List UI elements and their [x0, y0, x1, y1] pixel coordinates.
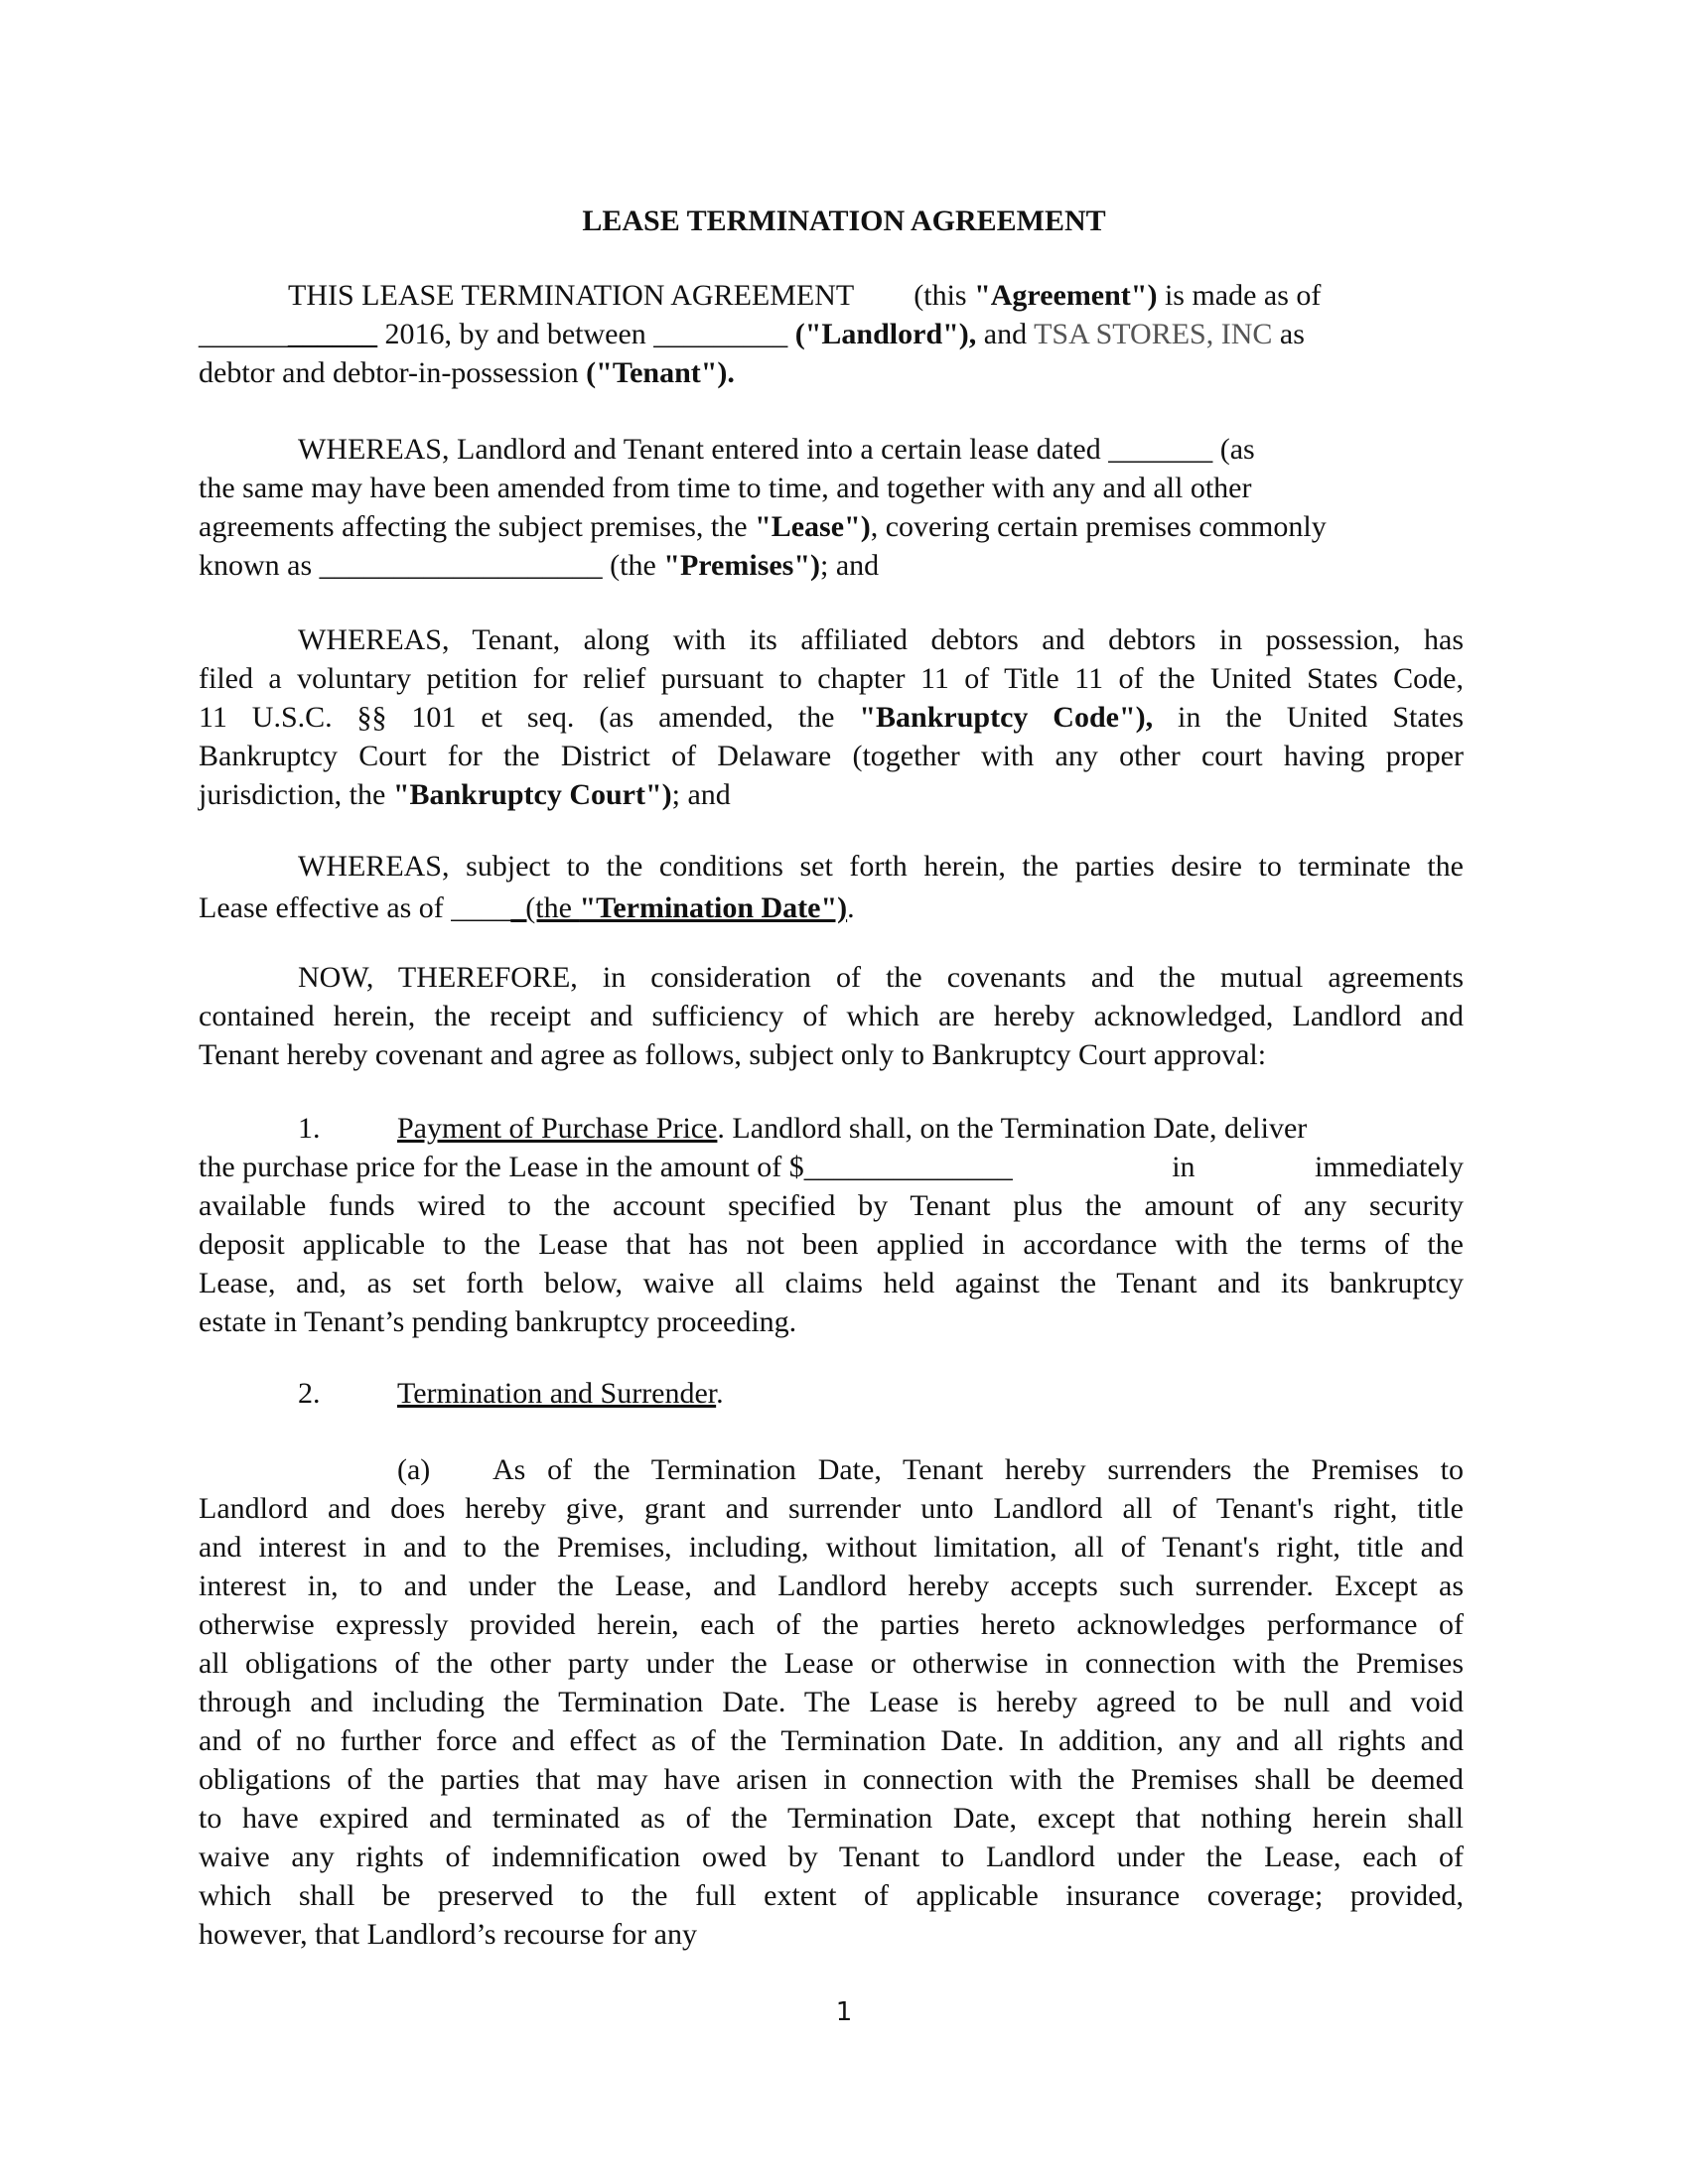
tenant-name: TSA STORES, INC [1034, 318, 1273, 350]
intro-line-3: debtor and debtor-in-possession ("Tenant"). [199, 356, 735, 389]
whereas-paragraph-1: WHEREAS, Landlord and Tenant entered into a certain lease dated _______ (as the same may have been amended from time to time, and together with any and all other agreements affecting the subject premises, the "Lease"), covering certain premises commonly known as ___________________ (the "Premises"); and [199, 433, 1327, 582]
section-2-heading-line: 2. Termination and Surrender. [199, 1374, 1464, 1413]
intro-line-2: ____________ 2016, by and between _________ ("Landlord"), and TSA STORES, INC as [199, 318, 1305, 350]
section-1: 1. Payment of Purchase Price. Landlord shall, on the Termination Date, deliver the purchase price for the Lease in the amount of $______________ in immediately available funds wired to the account specified by Tenant plus the amount of any security deposit applicable to the Lease that has not been applied in accordance with the terms of the Lease, and, as set forth below, waive all claims held against the Tenant and its bankruptcy estate in Tenant’s pending bankruptcy proceeding. [199, 1109, 1464, 1341]
intro-paragraph [199, 276, 1464, 392]
section-2 [199, 1374, 1464, 1413]
whereas-paragraph-3: WHEREAS, subject to the conditions set forth herein, the parties desire to terminate the Lease effective as of _____(the "Termination Date"). [199, 850, 1464, 924]
section-1-number: 1. [298, 1112, 321, 1145]
section-1-heading-line: 1. Payment of Purchase Price. Landlord shall, on the Termination Date, deliver [199, 1109, 1464, 1148]
section-2a-first-line: (a) As of the Termination Date, Tenant hereby surrenders the Premises to [199, 1450, 1464, 1489]
section-2a-label: (a) [397, 1453, 431, 1486]
now-therefore-paragraph: NOW, THEREFORE, in consideration of the covenants and the mutual agreements contained herein, the receipt and sufficiency of which are hereby acknowledged, Landlord and Tenant hereby covenant and agree as follows, subject only to Bankruptcy Court approval: [199, 961, 1464, 1071]
page-number: 1 [835, 1997, 853, 2027]
section-2-number: 2. [298, 1377, 321, 1410]
whereas-paragraph-2: WHEREAS, Tenant, along with its affiliated debtors and debtors in possession, has filed a voluntary petition for relief pursuant to chapter 11 of Title 11 of the United States Code, 11 U.S.C. §§ 101 et seq. (as amended, the "Bankruptcy Code"), in the United States Bankruptcy Court for the District of Delaware (together with any other court having proper jurisdiction, the "Bankruptcy Court"); and [199, 623, 1464, 811]
section-2a: (a) As of the Termination Date, Tenant hereby surrenders the Premises to Landlord and does hereby give, grant and surrender unto Landlord all of Tenant's right, title and interest in and to the Premises, including, without limitation, all of Tenant's right, title and interest in, to and under the Lease, and Landlord hereby accepts such surrender. Except as otherwise expressly provided herein, each of the parties hereto acknowledges performance of all obligations of the other party under the Lease or otherwise in connection with the Premises through and including the Termination Date. The Lease is hereby agreed to be null and void and of no further force and effect as of the Termination Date. In addition, any and all rights and obligations of the parties that may have arisen in connection with the Premises shall be deemed to have expired and terminated as of the Termination Date, except that nothing herein shall waive any rights of indemnification owed by Tenant to Landlord under the Lease, each of which shall be preserved to the full extent of applicable insurance coverage; provided, however, that Landlord’s recourse for any [199, 1450, 1464, 1954]
section-2-heading: Termination and Surrender [397, 1377, 717, 1410]
section-1-heading: Payment of Purchase Price [397, 1112, 718, 1145]
termination-date-underlined: _(the "Termination Date") [510, 891, 848, 924]
intro-line-1: THIS LEASE TERMINATION AGREEMENT (this "Agreement") is made as of [288, 279, 1322, 312]
document-title: LEASE TERMINATION AGREEMENT [582, 205, 1106, 237]
